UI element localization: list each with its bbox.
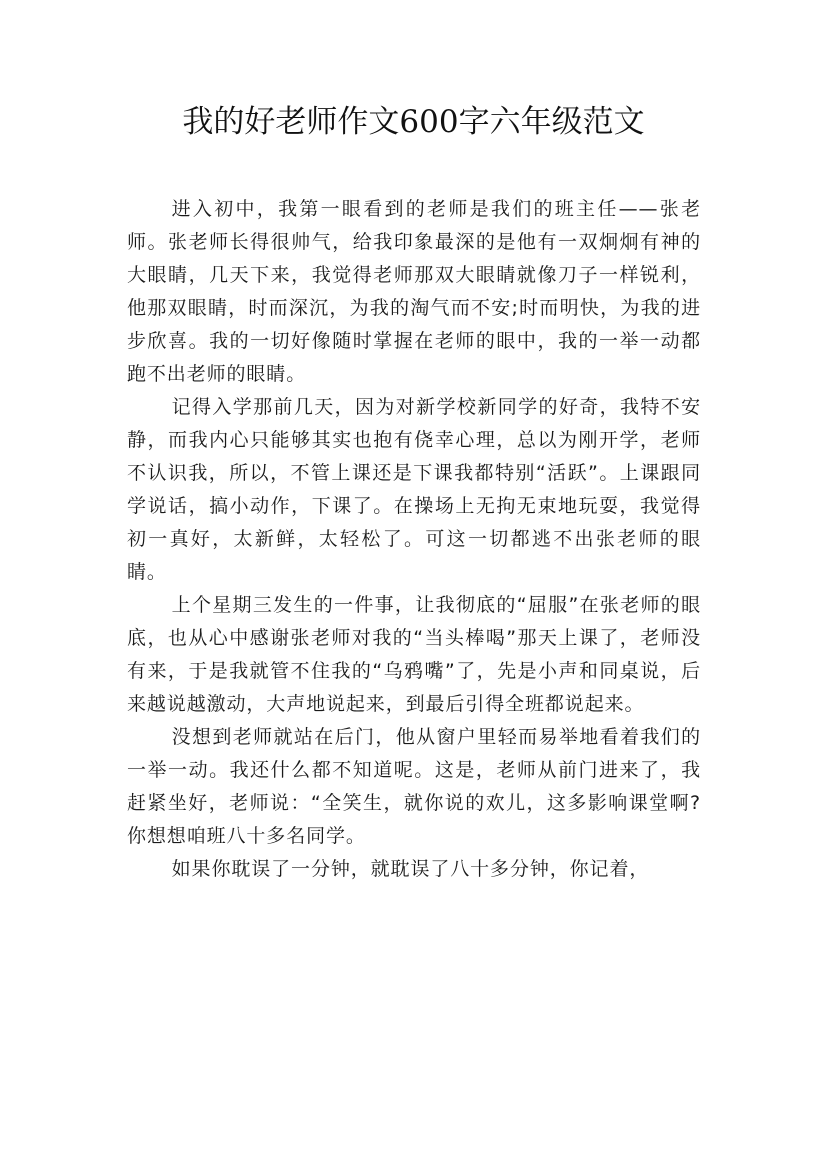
document-title: 我的好老师作文600字六年级范文 bbox=[182, 104, 645, 140]
document-body bbox=[127, 193, 701, 886]
paragraph: 进入初中，我第一眼看到的老师是我们的班主任——张老师。张老师长得很帅气，给我印象最深的是他有一双炯炯有神的大眼睛，几天下来，我觉得老师那双大眼睛就像刀子一样锐利，他那双眼睛，时而深沉，为我的淘气而不安;时而明快，为我的进步欣喜。我的一切好像随时掌握在老师的眼中，我的一举一动都跑不出老师的眼睛。 bbox=[127, 198, 701, 385]
paragraph: 没想到老师就站在后门，他从窗户里轻而易举地看着我们的一举一动。我还什么都不知道呢。这是，老师从前门进来了，我赶紧坐好，老师说：“全笑生，就你说的欢儿，这多影响课堂啊?你想想咱班八十多名同学。 bbox=[127, 726, 701, 847]
paragraph: 如果你耽误了一分钟，就耽误了八十多分钟，你记着， bbox=[171, 858, 650, 880]
paragraph: 上个星期三发生的一件事，让我彻底的“屈服”在张老师的眼底，也从心中感谢张老师对我的“当头棒喝”那天上课了，老师没有来，于是我就管不住我的“乌鸦嘴”了，先是小声和同桌说，后来越说越激动，大声地说起来，到最后引得全班都说起来。 bbox=[127, 594, 701, 715]
paragraph: 记得入学那前几天，因为对新学校新同学的好奇，我特不安静，而我内心只能够其实也抱有侥幸心理，总以为刚开学，老师不认识我，所以，不管上课还是下课我都特别“活跃”。上课跟同学说话，搞小动作，下课了。在操场上无拘无束地玩耍，我觉得初一真好，太新鲜，太轻松了。可这一切都逃不出张老师的眼睛。 bbox=[127, 396, 701, 583]
